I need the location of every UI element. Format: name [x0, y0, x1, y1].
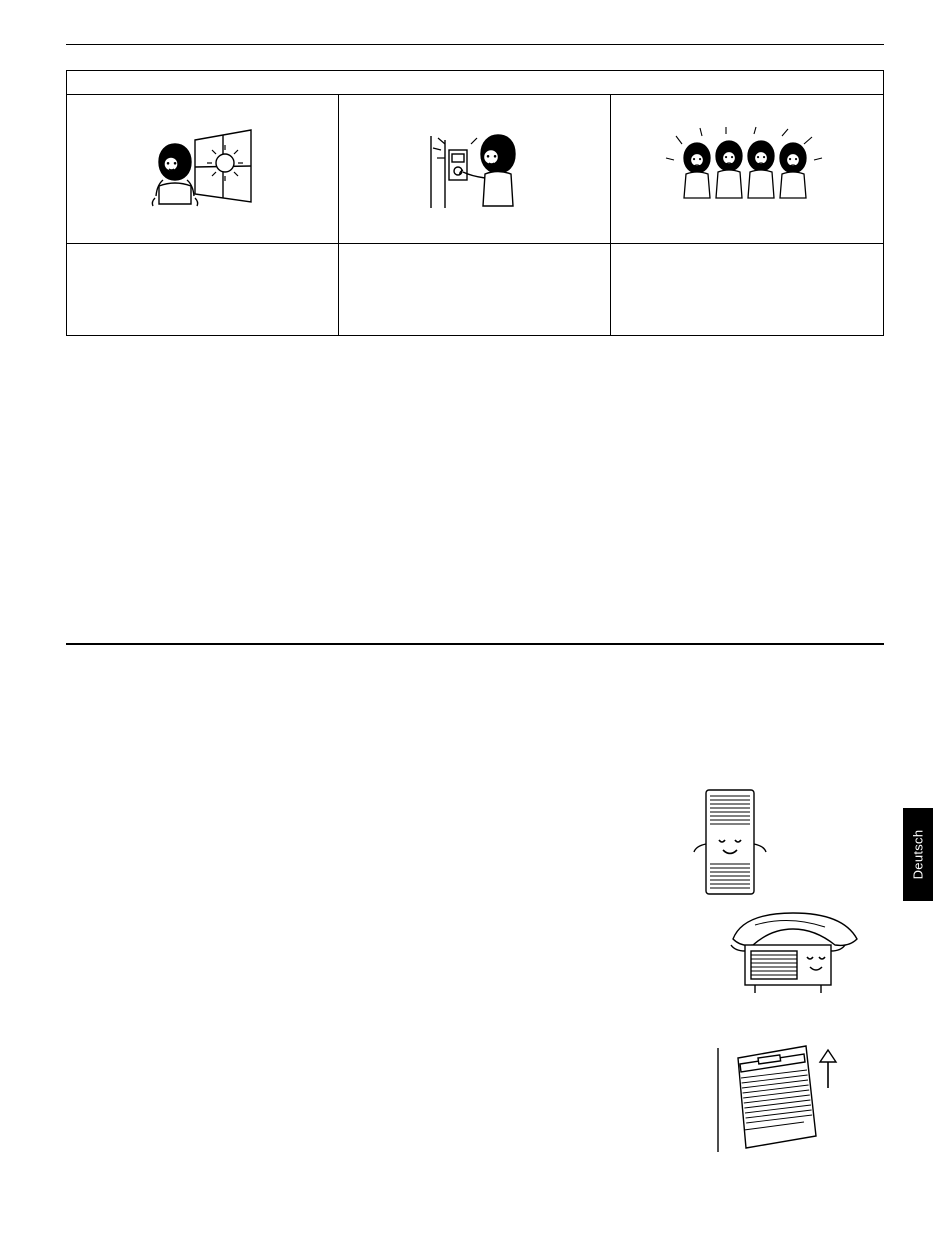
- tips-cell-illustration-2: [339, 95, 611, 243]
- tips-table-illustration-row: [67, 95, 883, 243]
- section-divider: [66, 643, 884, 645]
- top-divider: [66, 44, 884, 45]
- outdoor-unit-with-cover-illustration: [715, 905, 875, 1000]
- tips-cell-illustration-3: [611, 95, 883, 243]
- tips-cell-illustration-1: [67, 95, 339, 243]
- indoor-unit-smiling-illustration: [690, 786, 770, 901]
- louver-panel-arrow-illustration: [700, 1040, 850, 1165]
- louver-panel-figure: [700, 1040, 850, 1165]
- person-at-door-switch-illustration: [405, 124, 545, 214]
- tips-cell-caption-1: [67, 244, 339, 335]
- language-tab: [903, 808, 933, 901]
- tips-table: [66, 70, 884, 336]
- crowded-room-illustration: [662, 124, 832, 214]
- person-at-sunny-window-illustration: [133, 124, 273, 214]
- tips-table-caption-row: [67, 243, 883, 335]
- indoor-unit-figure: [690, 786, 770, 901]
- outdoor-unit-cover-figure: [715, 905, 875, 1000]
- language-tab-label: Deutsch: [910, 829, 926, 880]
- tips-cell-caption-2: [339, 244, 611, 335]
- tips-cell-caption-3: [611, 244, 883, 335]
- tips-table-header: [67, 71, 883, 95]
